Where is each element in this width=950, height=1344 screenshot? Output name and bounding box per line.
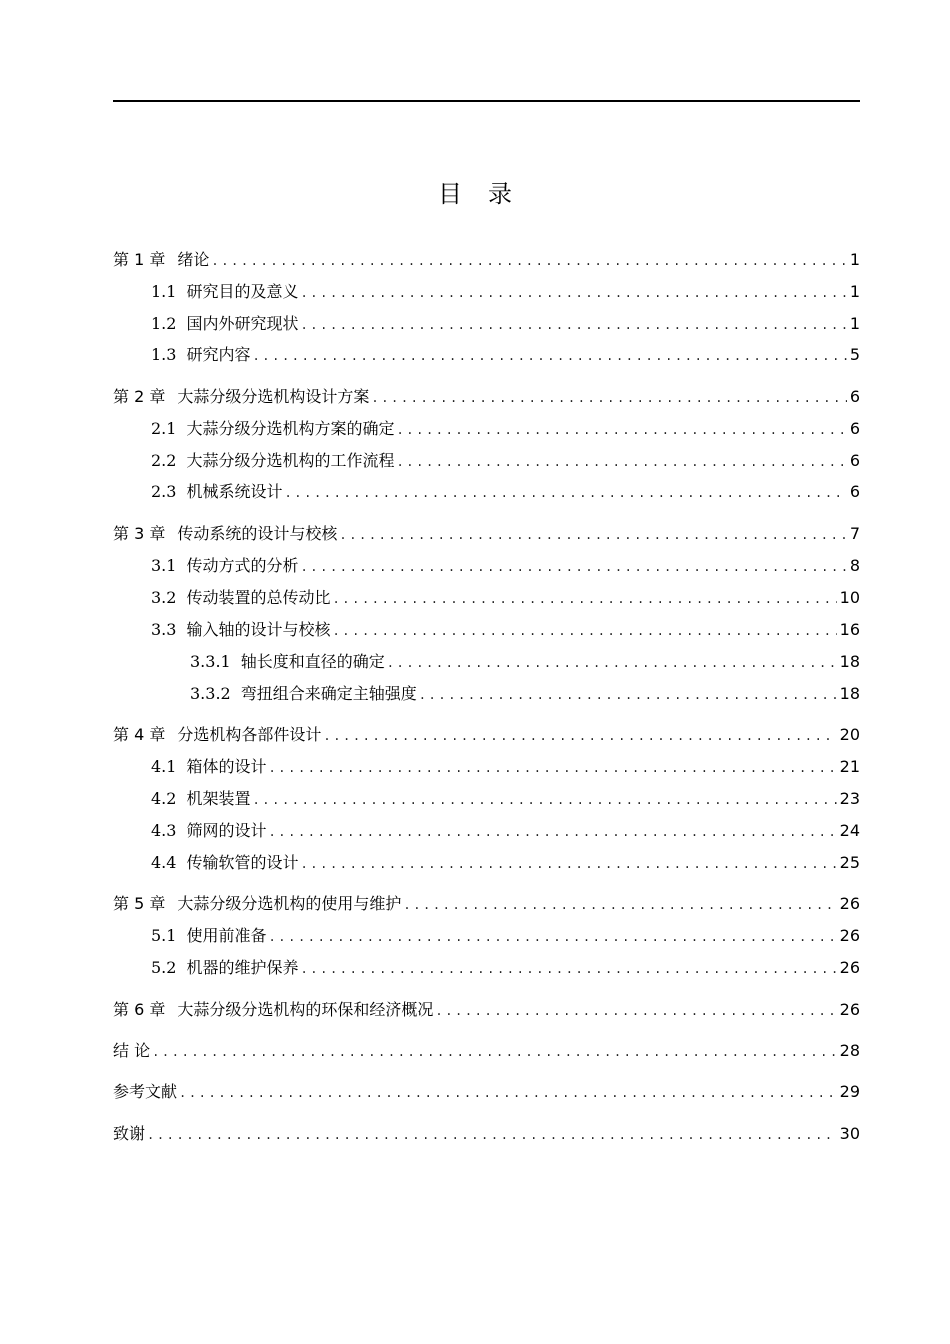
dot-leader bbox=[252, 789, 836, 811]
toc-entry-page: 7 bbox=[849, 524, 860, 543]
toc-entry-page: 23 bbox=[839, 789, 860, 808]
toc-entry[interactable] bbox=[151, 788, 860, 810]
toc-entry[interactable] bbox=[113, 386, 860, 408]
toc-entry-page: 24 bbox=[839, 821, 860, 840]
toc-entry[interactable] bbox=[190, 683, 860, 705]
toc-entry-number: 5.2 bbox=[151, 958, 177, 977]
toc-entry-page: 8 bbox=[849, 556, 860, 575]
toc-entry-label: 传输软管的设计 bbox=[186, 853, 299, 872]
toc-entry-label: 弯扭组合来确定主轴强度 bbox=[240, 684, 417, 703]
toc-entry-page: 30 bbox=[839, 1124, 860, 1143]
dot-leader bbox=[323, 725, 836, 747]
toc-entry-number: 第 6 章 bbox=[113, 1000, 166, 1019]
toc-entry-label: 致谢 bbox=[113, 1124, 146, 1143]
toc-entry-page: 25 bbox=[839, 853, 860, 872]
title-char-1: 目 bbox=[438, 180, 462, 208]
toc-entry-page: 21 bbox=[839, 757, 860, 776]
toc-entry[interactable] bbox=[151, 852, 860, 874]
dot-leader bbox=[268, 821, 836, 843]
dot-leader bbox=[332, 620, 836, 642]
dot-leader bbox=[332, 588, 836, 610]
toc-entry-page: 1 bbox=[849, 314, 860, 333]
toc-entry[interactable] bbox=[113, 1081, 860, 1103]
toc-entry[interactable] bbox=[151, 820, 860, 842]
toc-entry-number: 5.1 bbox=[151, 926, 177, 945]
toc-entry-page: 6 bbox=[849, 451, 860, 470]
dot-leader bbox=[339, 524, 846, 546]
toc-entry-number: 第 1 章 bbox=[113, 250, 166, 269]
toc-entry-page: 26 bbox=[839, 894, 860, 913]
dot-leader bbox=[284, 482, 846, 504]
toc-entry-label: 机器的维护保养 bbox=[186, 958, 299, 977]
dot-leader bbox=[403, 894, 836, 916]
toc-entry-page: 26 bbox=[839, 1000, 860, 1019]
toc-entry-number: 4.1 bbox=[151, 757, 177, 776]
toc-entry-number: 3.2 bbox=[151, 588, 177, 607]
dot-leader bbox=[300, 556, 846, 578]
toc-entry-label: 机械系统设计 bbox=[186, 482, 283, 501]
dot-leader bbox=[300, 282, 846, 304]
toc-entry-number: 4.3 bbox=[151, 821, 177, 840]
toc-entry-label: 分选机构各部件设计 bbox=[177, 725, 322, 744]
toc-entry-label: 使用前准备 bbox=[186, 926, 267, 945]
dot-leader bbox=[396, 419, 846, 441]
toc-entry[interactable] bbox=[151, 344, 860, 366]
dot-leader bbox=[147, 1124, 837, 1146]
toc-entry-number: 3.1 bbox=[151, 556, 177, 575]
toc-entry-label: 传动方式的分析 bbox=[186, 556, 299, 575]
toc-entry[interactable] bbox=[113, 523, 860, 545]
toc-entry-label: 结 论 bbox=[113, 1041, 151, 1060]
toc-entry-page: 28 bbox=[839, 1041, 860, 1060]
dot-leader bbox=[268, 926, 836, 948]
toc-entry[interactable] bbox=[113, 724, 860, 746]
toc-entry-number: 第 3 章 bbox=[113, 524, 166, 543]
dot-leader bbox=[300, 958, 836, 980]
toc-entry-label: 大蒜分级分选机构的环保和经济概况 bbox=[177, 1000, 434, 1019]
toc-entry[interactable] bbox=[151, 313, 860, 335]
toc-entry[interactable] bbox=[151, 450, 860, 472]
toc-entry-page: 6 bbox=[849, 419, 860, 438]
toc-entry[interactable] bbox=[151, 418, 860, 440]
dot-leader bbox=[396, 451, 846, 473]
dot-leader bbox=[211, 250, 846, 272]
toc-entry[interactable] bbox=[113, 893, 860, 915]
dot-leader bbox=[152, 1041, 837, 1063]
toc-entry-page: 18 bbox=[839, 652, 860, 671]
header-rule bbox=[113, 100, 860, 102]
toc-entry-page: 1 bbox=[849, 282, 860, 301]
dot-leader bbox=[268, 757, 836, 779]
dot-leader bbox=[252, 345, 846, 367]
toc-entry-page: 1 bbox=[849, 250, 860, 269]
toc-entry-page: 6 bbox=[849, 482, 860, 501]
toc-entry-number: 2.2 bbox=[151, 451, 177, 470]
toc-entry-page: 20 bbox=[839, 725, 860, 744]
toc-entry-label: 绪论 bbox=[177, 250, 210, 269]
toc-entry[interactable] bbox=[113, 1123, 860, 1145]
toc-entry-page: 29 bbox=[839, 1082, 860, 1101]
toc-entry[interactable] bbox=[151, 555, 860, 577]
toc-entry-number: 2.3 bbox=[151, 482, 177, 501]
dot-leader bbox=[300, 853, 836, 875]
toc-entry-number: 1.3 bbox=[151, 345, 177, 364]
toc-entry-label: 传动系统的设计与校核 bbox=[177, 524, 338, 543]
toc-entry-label: 轴长度和直径的确定 bbox=[240, 652, 385, 671]
toc-entry[interactable] bbox=[151, 587, 860, 609]
toc-entry-label: 参考文献 bbox=[113, 1082, 178, 1101]
toc-entry-label: 国内外研究现状 bbox=[186, 314, 299, 333]
dot-leader bbox=[300, 314, 846, 336]
toc-entry[interactable] bbox=[151, 281, 860, 303]
dot-leader bbox=[371, 387, 846, 409]
dot-leader bbox=[435, 1000, 836, 1022]
toc-entry-label: 传动装置的总传动比 bbox=[186, 588, 331, 607]
toc-entry-number: 2.1 bbox=[151, 419, 177, 438]
toc-entry-number: 第 5 章 bbox=[113, 894, 166, 913]
toc-entry-label: 大蒜分级分选机构方案的确定 bbox=[186, 419, 395, 438]
toc-entry-page: 5 bbox=[849, 345, 860, 364]
toc-entry-number: 1.1 bbox=[151, 282, 177, 301]
dot-leader bbox=[179, 1082, 837, 1104]
toc-entry-label: 研究内容 bbox=[186, 345, 251, 364]
toc-entry-number: 4.4 bbox=[151, 853, 177, 872]
toc-entry[interactable] bbox=[113, 1040, 860, 1062]
toc-entry-label: 大蒜分级分选机构设计方案 bbox=[177, 387, 370, 406]
toc-entry-number: 3.3.2 bbox=[190, 684, 231, 703]
page-title bbox=[0, 178, 950, 210]
toc-entry[interactable] bbox=[151, 481, 860, 503]
toc-entry[interactable] bbox=[113, 249, 860, 271]
toc-entry-label: 大蒜分级分选机构的使用与维护 bbox=[177, 894, 402, 913]
toc-entry-number: 第 4 章 bbox=[113, 725, 166, 744]
toc-entry-number: 第 2 章 bbox=[113, 387, 166, 406]
toc-entry-label: 研究目的及意义 bbox=[186, 282, 299, 301]
toc-entry[interactable] bbox=[151, 957, 860, 979]
toc-entry-label: 输入轴的设计与校核 bbox=[186, 620, 331, 639]
toc-entry[interactable] bbox=[113, 999, 860, 1021]
toc-entry-label: 机架装置 bbox=[186, 789, 251, 808]
toc-entry-page: 26 bbox=[839, 958, 860, 977]
title-char-2: 录 bbox=[488, 180, 512, 208]
toc-entry-number: 3.3 bbox=[151, 620, 177, 639]
toc-entry[interactable] bbox=[151, 619, 860, 641]
toc-entry-page: 10 bbox=[839, 588, 860, 607]
toc-entry[interactable] bbox=[151, 756, 860, 778]
toc-entry-number: 1.2 bbox=[151, 314, 177, 333]
toc-entry-page: 26 bbox=[839, 926, 860, 945]
toc-entry-page: 16 bbox=[839, 620, 860, 639]
toc-entry-label: 筛网的设计 bbox=[186, 821, 267, 840]
toc-entry[interactable] bbox=[190, 651, 860, 673]
toc-entry-label: 箱体的设计 bbox=[186, 757, 267, 776]
toc-entry-number: 3.3.1 bbox=[190, 652, 231, 671]
toc-entry[interactable] bbox=[151, 925, 860, 947]
toc-entry-number: 4.2 bbox=[151, 789, 177, 808]
toc-entry-label: 大蒜分级分选机构的工作流程 bbox=[186, 451, 395, 470]
toc-entry-page: 6 bbox=[849, 387, 860, 406]
toc-entry-page: 18 bbox=[839, 684, 860, 703]
dot-leader bbox=[387, 652, 837, 674]
dot-leader bbox=[419, 684, 837, 706]
